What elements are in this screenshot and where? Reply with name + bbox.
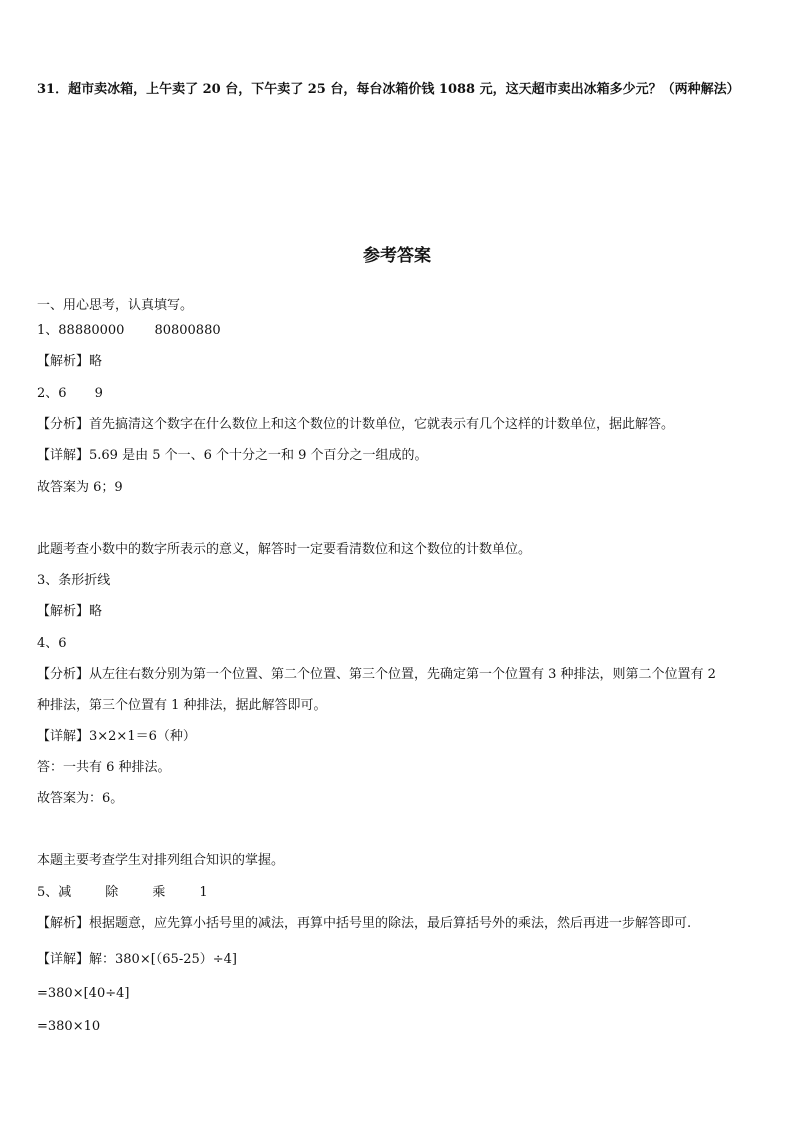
q5-answer-2: 除 (105, 885, 119, 900)
q4-answer (37, 636, 67, 652)
q5-answer-1: 减 (58, 885, 72, 900)
q1-answer-2: 80800880 (154, 323, 221, 338)
q4-analysis-line-2: 种排法，第三个位置有 1 种排法，据此解答即可。 (37, 698, 327, 713)
q4-detail: 【详解】3×2×1＝6（种） (37, 729, 196, 744)
q2-number: 2、 (37, 386, 59, 401)
q2-comment: 此题考查小数中的数字所表示的意义，解答时一定要看清数位和这个数位的计数单位。 (37, 542, 532, 557)
q3-answer-text: 条形折线 (58, 573, 111, 588)
q5-number: 5、 (37, 885, 59, 900)
q5-analysis: 【解析】根据题意，应先算小括号里的减法，再算中括号里的除法，最后算括号外的乘法，然后再进一步解答即可. (37, 916, 692, 931)
q2-detail: 【详解】5.69 是由 5 个一、6 个十分之一和 9 个百分之一组成的。 (37, 448, 428, 463)
q3-number: 3、 (37, 573, 59, 588)
q3-analysis: 【解析】略 (37, 604, 103, 619)
answer-title: 参考答案 (363, 246, 431, 266)
q4-comment: 本题主要考查学生对排列组合知识的掌握。 (37, 853, 285, 868)
q4-number: 4、 (37, 636, 59, 651)
q5-answer-3: 乘 (152, 885, 166, 900)
section-header: 一、用心思考，认真填写。 (37, 298, 194, 313)
q1-answer-1: 88880000 (58, 323, 125, 338)
q5-detail: 【详解】解：380×[（65-25）÷4] (37, 952, 237, 967)
q4-answer-statement: 答：一共有 6 种排法。 (37, 760, 171, 775)
q1-number: 1、 (37, 323, 59, 338)
q5-answer-4: 1 (199, 885, 208, 900)
q2-answer-1: 6 (58, 386, 67, 401)
q2-answer-2: 9 (94, 386, 103, 401)
q5-answer (37, 885, 208, 901)
q4-answer-text: 6 (58, 636, 67, 651)
q1-answer (37, 323, 221, 339)
q2-conclusion: 故答案为 6；9 (37, 480, 123, 495)
q4-conclusion: 故答案为：6。 (37, 791, 124, 806)
q2-answer (37, 386, 103, 402)
q5-step-2: =380×10 (37, 1019, 101, 1034)
question-31: 31．超市卖冰箱，上午卖了 20 台，下午卖了 25 台，每台冰箱价钱 1088 元，这天超市卖出冰箱多少元？（两种解法） (37, 82, 740, 97)
q4-analysis-line-1: 【分析】从左往右数分别为第一个位置、第二个位置、第三个位置，先确定第一个位置有 3 种排法，则第二个位置有 2 (37, 667, 716, 682)
q5-step-1: =380×[40÷4] (37, 986, 130, 1001)
q1-analysis: 【解析】略 (37, 354, 103, 369)
q2-analysis: 【分析】首先搞清这个数字在什么数位上和这个数位的计数单位，它就表示有几个这样的计数单位，据此解答。 (37, 417, 675, 432)
q3-answer (37, 573, 110, 589)
